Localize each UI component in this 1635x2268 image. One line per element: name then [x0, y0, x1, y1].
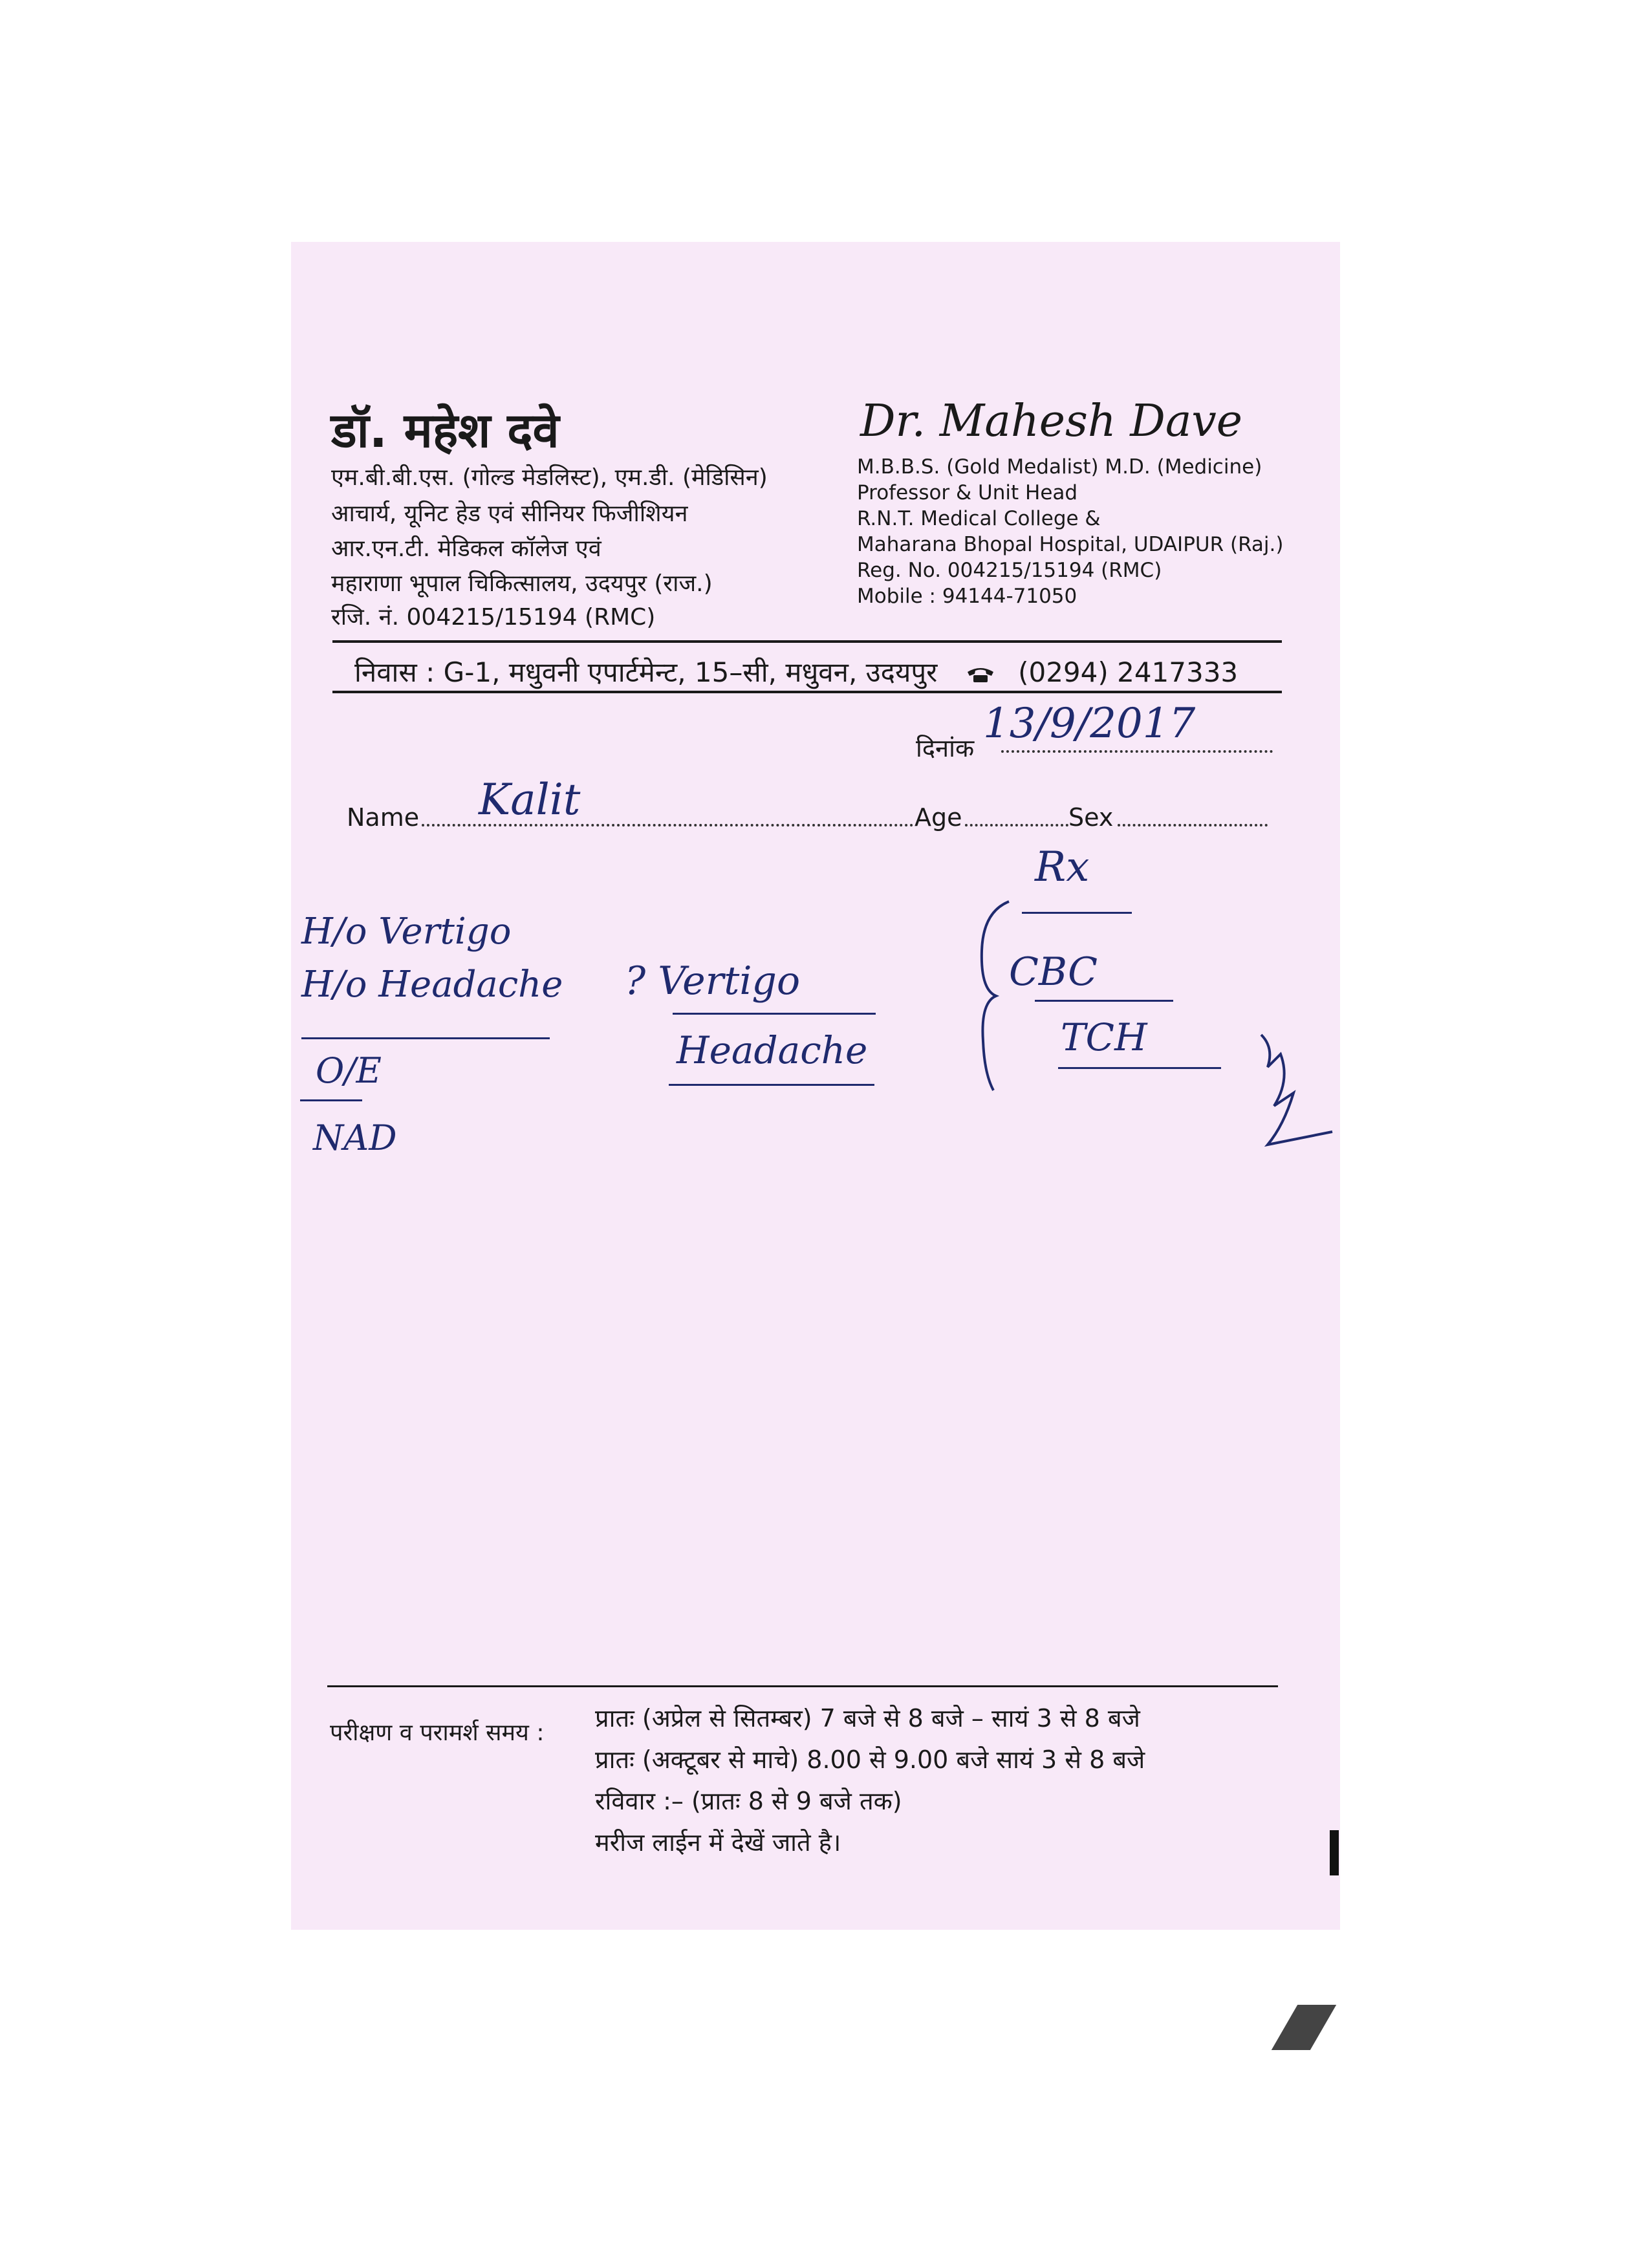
credential-hi-line: रजि. नं. 004215/15194 (RMC)	[331, 604, 656, 631]
credential-en-line: Mobile : 94144-71050	[857, 585, 1077, 608]
note-underline	[1022, 912, 1132, 914]
scan-mark	[1330, 1830, 1339, 1875]
sex-dotted-line	[1118, 824, 1268, 826]
credential-en-line: R.N.T. Medical College &	[857, 507, 1101, 530]
note-underline	[301, 1037, 550, 1039]
date-handwritten: 13/9/2017	[983, 700, 1196, 748]
note-test-cbc: CBC	[1009, 949, 1098, 995]
note-rx-symbol: Rx	[1035, 843, 1090, 891]
note-underline	[1058, 1067, 1221, 1069]
credential-hi-line: आचार्य, यूनिट हेड एवं सीनियर फिजीशियन	[331, 501, 688, 527]
header-rule-bottom	[332, 691, 1282, 693]
credential-en-line: M.B.B.S. (Gold Medalist) M.D. (Medicine)	[857, 455, 1262, 479]
date-dotted-line	[1001, 750, 1273, 753]
credential-hi-line: आर.एन.टी. मेडिकल कॉलेज एवं	[331, 535, 601, 562]
signature-mark	[1255, 1028, 1345, 1158]
consultation-time-line: मरीज लाईन में देखें जाते है।	[595, 1828, 841, 1857]
consultation-time-line: रविवार :– (प्रातः 8 से 9 बजे तक)	[595, 1787, 902, 1815]
credential-hi-line: महाराणा भूपाल चिकित्सालय, उदयपुर (राज.)	[331, 570, 713, 597]
patient-name-handwritten: Kalit	[479, 775, 581, 825]
telephone-icon	[966, 658, 995, 690]
doctor-name-hindi: डॉ. महेश दवे	[331, 403, 559, 459]
doctor-name-english: Dr. Mahesh Dave	[860, 396, 1243, 447]
phone-number: (0294) 2417333	[1018, 656, 1239, 688]
consultation-time-label: परीक्षण व परामर्श समय :	[330, 1720, 545, 1746]
note-underline	[673, 1013, 876, 1015]
footer-rule	[327, 1685, 1278, 1687]
scan-mark	[1272, 2005, 1336, 2050]
note-diagnosis-headache: Headache	[677, 1028, 868, 1072]
bracket-mark	[970, 899, 1022, 1093]
name-label: Name	[347, 803, 420, 832]
credential-en-line: Professor & Unit Head	[857, 481, 1078, 504]
header-rule-top	[332, 640, 1282, 643]
note-underline	[1035, 1000, 1173, 1002]
credential-hi-line: एम.बी.बी.एस. (गोल्ड मेडलिस्ट), एम.डी. (मेडिसिन)	[331, 464, 768, 491]
credential-en-line: Reg. No. 004215/15194 (RMC)	[857, 559, 1162, 582]
age-label: Age	[915, 803, 962, 832]
note-underline	[300, 1099, 362, 1101]
date-label: दिनांक	[916, 734, 975, 762]
note-on-examination: O/E	[316, 1050, 382, 1091]
note-diagnosis-vertigo: ? Vertigo	[625, 958, 801, 1004]
consultation-time-line: प्रातः (अप्रेल से सितम्बर) 7 बजे से 8 बजे – सायं 3 से 8 बजे	[595, 1704, 1140, 1733]
age-dotted-line	[965, 824, 1068, 826]
note-nad: NAD	[313, 1118, 397, 1158]
note-test-tch: TCH	[1061, 1015, 1147, 1059]
prescription-sheet	[291, 242, 1340, 1930]
note-underline	[669, 1084, 874, 1086]
note-history-vertigo: H/o Vertigo	[301, 911, 512, 953]
residence-address	[354, 653, 1238, 690]
credential-en-line: Maharana Bhopal Hospital, UDAIPUR (Raj.)	[857, 533, 1284, 556]
consultation-time-line: प्रातः (अक्टूबर से माचे) 8.00 से 9.00 बजे सायं 3 से 8 बजे	[595, 1745, 1145, 1774]
sex-label: Sex	[1068, 803, 1114, 832]
note-history-headache: H/o Headache	[301, 964, 563, 1006]
address-text: निवास : G-1, मधुवनी एपार्टमेन्ट, 15–सी, मधुवन, उदयपुर	[354, 656, 938, 688]
